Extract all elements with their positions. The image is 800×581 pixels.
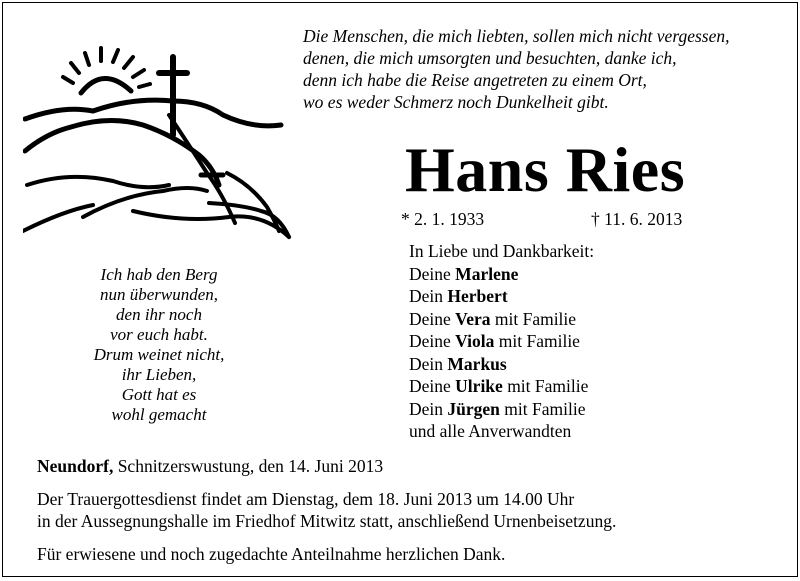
- mourner-entry: [409, 398, 594, 421]
- mourner-relation: Deine: [409, 331, 451, 351]
- mourner-name: Viola: [455, 331, 495, 351]
- mourner-suffix: mit Familie: [494, 308, 577, 329]
- mourner-name: Herbert: [447, 286, 508, 306]
- mourner-entry: [409, 285, 594, 308]
- service-info-line-1: Der Trauergottesdienst findet am Dienstag, dem 18. Juni 2013 um 14.00 Uhr: [37, 489, 575, 509]
- mourner-suffix: mit Familie: [498, 331, 580, 351]
- mourner-name: Marlene: [455, 263, 519, 284]
- hills-lines: [23, 100, 289, 237]
- place-date: Schnitzerswustung, den 14. Juni 2013: [117, 456, 384, 476]
- poem-line: Gott hat es: [121, 385, 197, 404]
- mourner-relation: Deine: [409, 376, 451, 396]
- mourner-entry: [409, 353, 594, 376]
- place-date-line: [37, 455, 383, 477]
- mourner-entry: [409, 375, 594, 398]
- death-date: † 11. 6. 2013: [591, 209, 683, 229]
- poem-line: nun überwunden,: [99, 285, 219, 304]
- mountain-cross-sun-illustration: [23, 35, 295, 247]
- quote-line: Die Menschen, die mich liebten, sollen mich nicht vergessen,: [303, 26, 730, 46]
- poem-line: Drum weinet nicht,: [93, 345, 225, 364]
- poem-line: wohl gemacht: [111, 405, 207, 424]
- mourners-intro: In Liebe und Dankbarkeit:: [409, 241, 595, 261]
- sun-icon: [63, 48, 150, 93]
- mountain-poem: [43, 265, 275, 425]
- mourner-relation: Dein: [409, 353, 444, 374]
- poem-line: Ich hab den Berg: [100, 265, 218, 284]
- mourner-relation: Dein: [409, 286, 444, 306]
- mourners-list: [409, 240, 594, 443]
- quote-line: wo es weder Schmerz noch Dunkelheit gibt.: [303, 92, 609, 112]
- quote-line: denen, die mich umsorgten und besuchten, danke ich,: [303, 48, 677, 68]
- poem-line: ihr Lieben,: [121, 365, 197, 384]
- farewell-quote: [303, 25, 793, 113]
- deceased-name: Hans Ries: [405, 134, 686, 205]
- poem-line: vor euch habt.: [110, 325, 208, 344]
- mourner-suffix: mit Familie: [507, 376, 589, 396]
- thanks-line: Für erwiesene und noch zugedachte Anteilnahme herzlichen Dank.: [37, 544, 506, 564]
- mourner-relation: Dein: [409, 398, 444, 419]
- poem-line: den ihr noch: [116, 305, 202, 324]
- mourner-entry: [409, 263, 594, 286]
- mourner-entry: [409, 330, 594, 353]
- mourner-name: Jürgen: [447, 398, 500, 419]
- obituary-notice: [2, 2, 798, 577]
- place-name: Neundorf,: [37, 456, 114, 476]
- mourner-name: Vera: [455, 308, 491, 329]
- service-info-line-2: in der Aussegnungshalle im Friedhof Mitwitz statt, anschließend Urnenbeisetzung.: [37, 511, 617, 531]
- mourner-suffix: mit Familie: [504, 398, 586, 419]
- mourner-relation: Deine: [409, 308, 451, 329]
- mourners-closing: und alle Anverwandten: [409, 421, 572, 441]
- mourner-entry: [409, 308, 594, 331]
- birth-date: * 2. 1. 1933: [401, 209, 485, 229]
- quote-line: denn ich habe die Reise angetreten zu einem Ort,: [303, 70, 647, 90]
- mourner-name: Markus: [447, 353, 507, 374]
- mourner-relation: Deine: [409, 263, 451, 284]
- mourner-name: Ulrike: [455, 376, 503, 396]
